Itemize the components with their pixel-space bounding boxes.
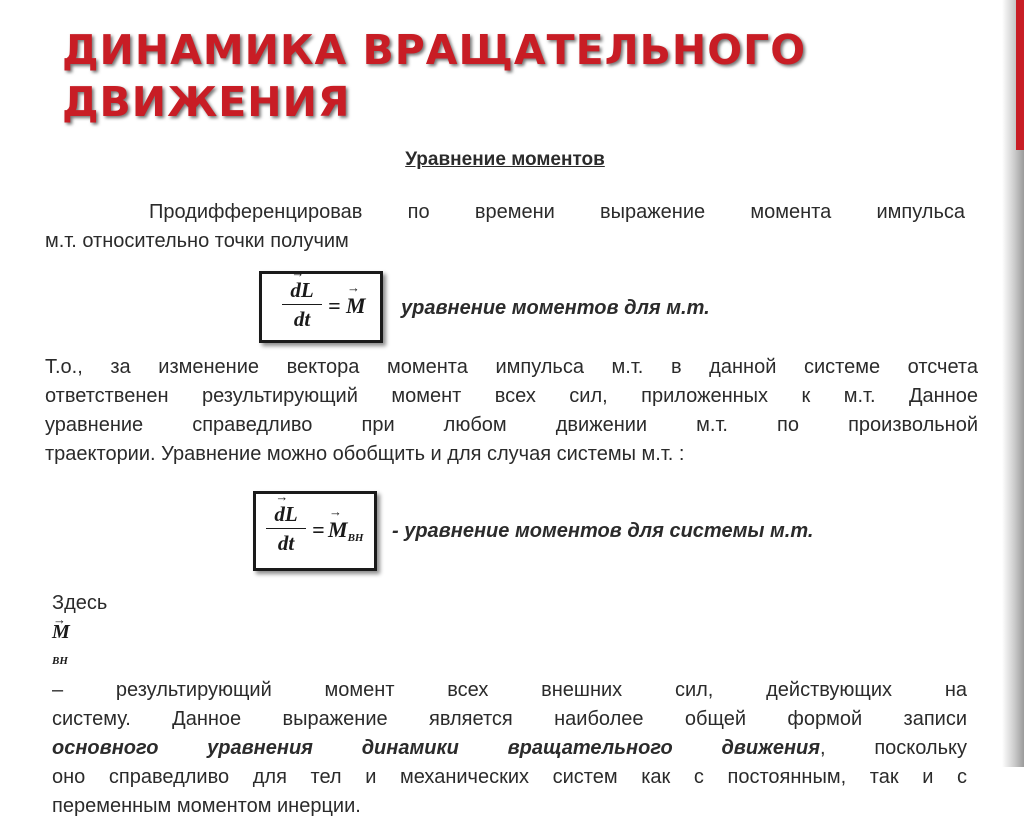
external-moment-inline — [52, 618, 114, 676]
conclusion-line-1-text: – результирующий момент всех внешних сил, действующих на — [52, 679, 967, 701]
numerator-vector: → dL — [290, 278, 313, 303]
section-heading: Уравнение моментов — [405, 149, 605, 170]
formula-label-point: уравнение моментов для м.т. — [401, 297, 710, 319]
fraction-numerator — [282, 278, 322, 305]
conclusion-line-3 — [52, 734, 967, 763]
fraction — [266, 502, 306, 556]
moment-vector: → M — [52, 618, 114, 647]
equals-sign: = — [328, 293, 341, 318]
conclusion-line-4: оно справедливо для тел и механических систем как с постоянным, так и с — [52, 766, 967, 788]
equals-sign: = — [312, 517, 325, 542]
moment-symbol — [346, 293, 366, 319]
external-moment-symbol — [328, 517, 363, 544]
intro-line-1: Продифференцировав по времени выражение момента импульса — [149, 201, 965, 223]
explanation-line-3: уравнение справедливо при любом движении м.т. по произвольной — [45, 414, 978, 436]
conclusion-line-5: переменным моментом инерции. — [52, 795, 361, 817]
slide-title: ДИНАМИКА ВРАЩАТЕЛЬНОГО ДВИЖЕНИЯ — [62, 26, 807, 126]
explanation-paragraph — [45, 353, 978, 469]
moment-vector: → M — [346, 293, 366, 319]
formula-label-system: - уравнение моментов для системы м.т. — [392, 520, 814, 542]
explanation-line-1: Т.о., за изменение вектора момента импульса м.т. в данной системе отсчета — [45, 356, 978, 378]
accent-bar — [1016, 0, 1024, 150]
conclusion-line-2: систему. Данное выражение является наиболее общей формой записи — [52, 708, 967, 730]
intro-line-2: м.т. относительно точки получим — [45, 230, 349, 252]
moment-vector: → M — [328, 517, 348, 543]
formula-box-system — [253, 491, 377, 571]
numerator-vector: → dL — [274, 502, 297, 527]
explanation-line-2: ответственен результирующий момент всех сил, приложенных к м.т. Данное — [45, 385, 978, 407]
subscript: ВН — [52, 655, 68, 667]
fraction-denominator: dt — [277, 531, 295, 555]
explanation-line-4: траектории. Уравнение можно обобщить и для случая системы м.т. : — [45, 443, 685, 465]
key-term: основного уравнения динамики вращательного движения — [52, 737, 821, 759]
fraction-denominator: dt — [293, 307, 311, 331]
conclusion-line-1 — [52, 589, 967, 705]
subscript: ВН — [347, 532, 364, 544]
intro-paragraph — [45, 198, 965, 256]
fraction — [282, 278, 322, 332]
fraction-numerator — [266, 502, 306, 529]
conclusion-line-3-text: , поскольку — [820, 737, 967, 759]
formula-box-point — [259, 271, 383, 343]
conclusion-prefix: Здесь — [52, 592, 108, 614]
conclusion-paragraph — [52, 589, 967, 821]
